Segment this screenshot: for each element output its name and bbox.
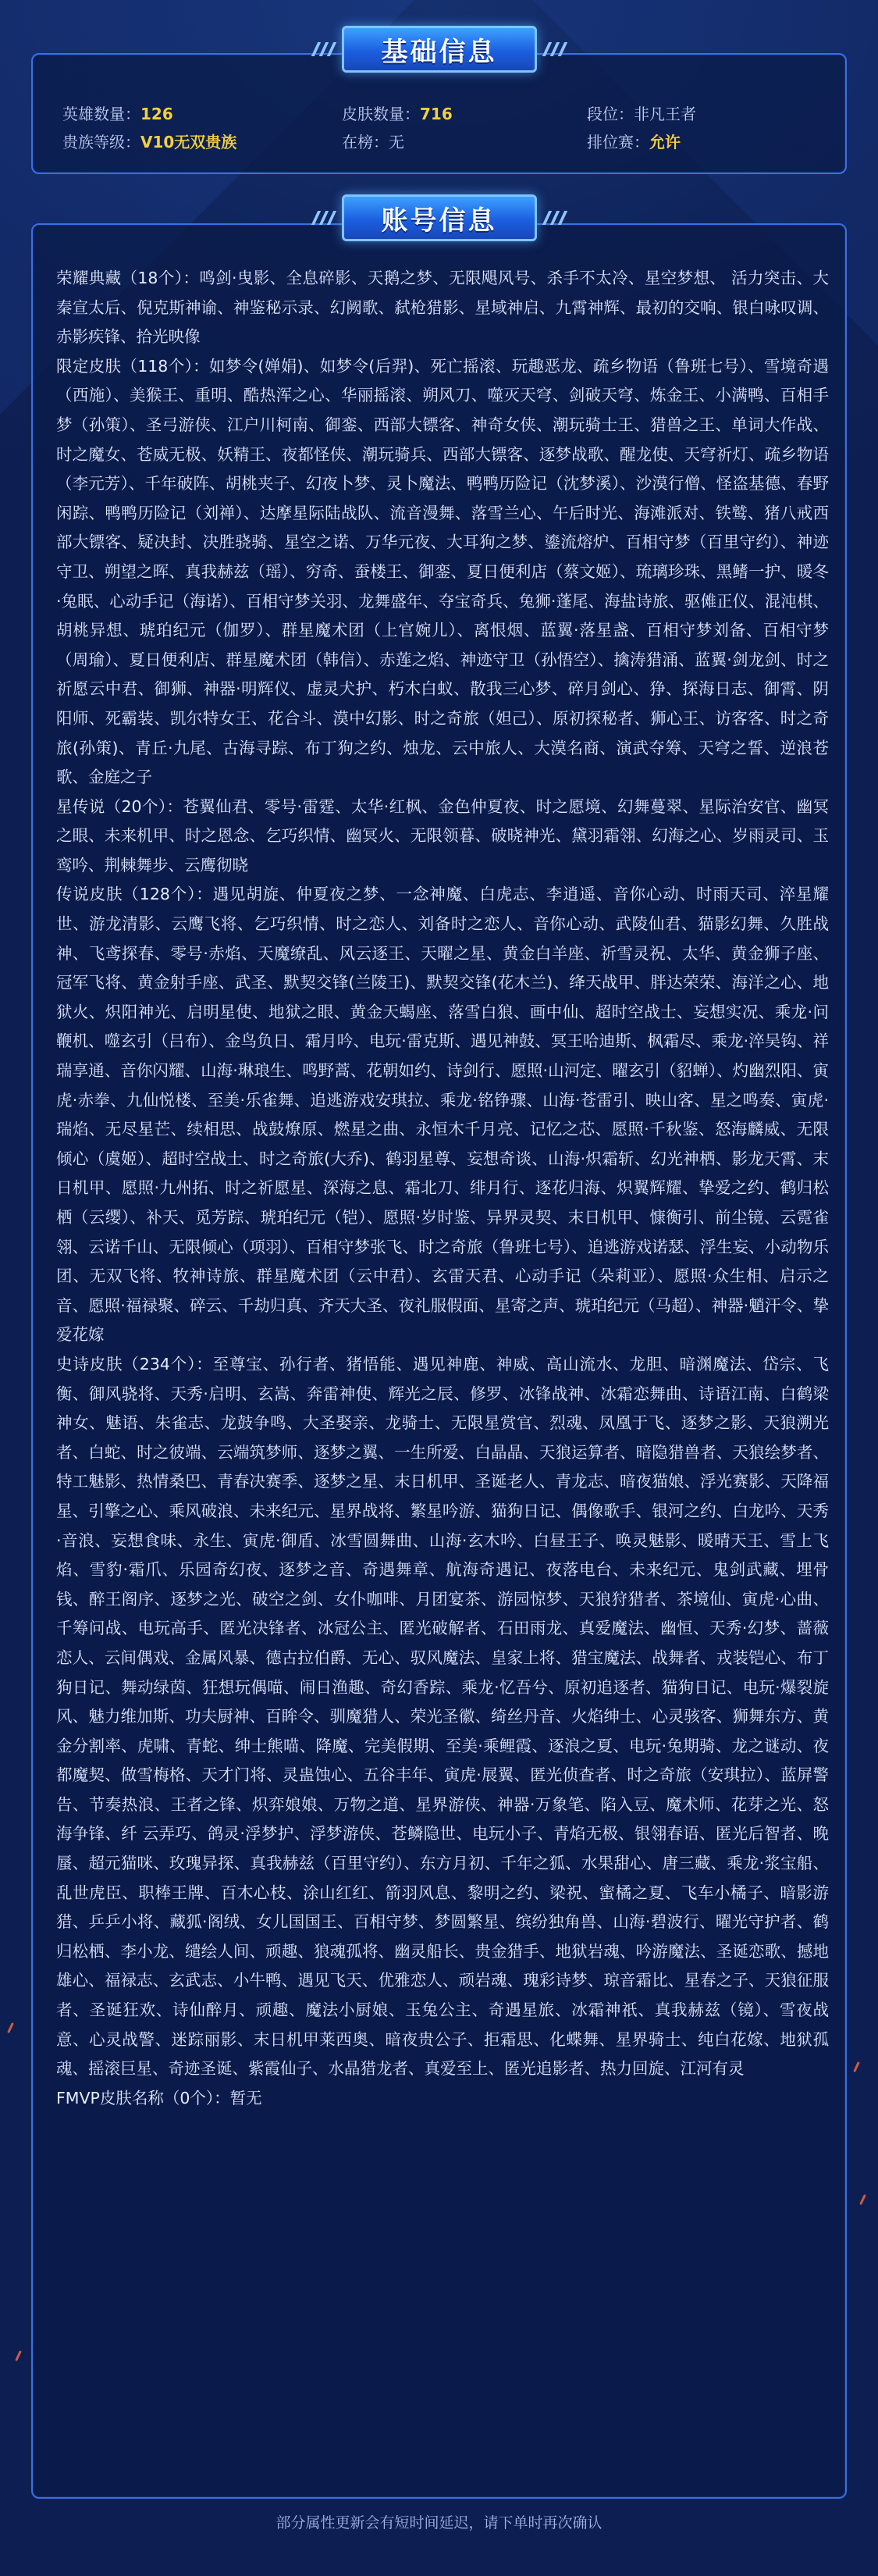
section-epic-skins: 史诗皮肤（234个）：至尊宝、孙行者、猪悟能、遇见神鹿、神威、高山流水、龙胆、暗渊魔法、岱宗、飞衡、御风骁将、天秀·启明、玄嵩、奔雷神使、辉光之辰、修罗、冰锋战神、冰霜恋舞曲、诗语江南、白鹤梁神女、魅语、朱雀志、龙鼓争鸣、大圣娶亲、龙骑士、无限星赏官、烈魂、凤凰于飞、逐梦之影、天狼溯光者、白蛇、时之彼端、云端筑梦师、逐梦之翼、一生所爱、白晶晶、天狼运算者、暗隐猎兽者、天狼绘梦者、特工魅影、热情桑巴、青春决赛季、逐梦之星、末日机甲、圣诞老人、青龙志、暗夜猫娘、浮光赛影、天降福星、引擎之心、乘风破浪、未来纪元、星界战将、繁星吟游、猫狗日记、偶像歌手、银河之约、白龙吟、天秀·音浪、妄想食味、永生、寅虎·御盾、冰雪圆舞曲、山海·玄木吟、白昼王子、唤灵魅影、暖晴天王、雪上飞焰、雪豹·霜爪、乐园奇幻夜、逐梦之音、奇遇舞章、航海奇遇记、夜落电台、未来纪元、鬼剑武藏、埋骨钱、醉王阁序、逐梦之光、破空之剑、女仆咖啡、月团宴茶、游园惊梦、天狼狩猎者、茶境仙、寅虎·心曲、千筹问战、电玩高手、匿光决锋者、冰冠公主、匿光破解者、石田雨龙、真爱魔法、幽恒、天秀·幻梦、蔷薇恋人、云间偶戏、金属风暴、德古拉伯爵、无心、驭风魔法、皇家上将、猎宝魔法、战舞者、戎装铠心、布丁狗日记、舞动绿茵、狂想玩偶喵、闹日渔趣、奇幻香踪、乘龙·忆吾兮、原初追逐者、猫狗日记、电玩·爆裂旋风、魅力维加斯、功夫厨神、百眸令、驯魔猎人、荣光圣徽、绮丝丹音、火焰绅士、心灵骇客、狮舞东方、黄金分割率、虎啸、青蛇、绅士熊喵、降魔、完美假期、至美·乘鲤霞、逐浪之夏、电玩·兔期骑、龙之谜动、夜都魔契、做雪梅格、天才门将、灵蛊蚀心、五谷丰年、寅虎·展翼、匿光侦查者、时之奇旅（安琪拉）、蓝屏警告、节奏热浪、王者之锋、炽弈娘娘、万物之道、星界游侠、神器·万象笔、陷入豆、魔术师、花芽之光、怒海争锋、纤 云弄巧、鸽灵·浮梦护、浮梦游侠、苍鳞隐世、电玩小子、青焰无极、银翎春语、匿光后智者、晚蜃、超元猫咪、玫瑰异探、真我赫兹（百里守约）、东方月初、千年之狐、水果甜心、唐三藏、乘龙·浆宝船、乱世虎臣、职棒王牌、百木心枝、涂山红红、箭羽风息、黎明之约、梁祝、蜜橘之夏、飞车小橘子、暗影游猎、乒乒小将、藏狐·阁绒、女儿国国王、百相守梦、梦圆繁星、缤纷独角兽、山海·碧波行、曜光守护者、鹤归松栖、李小龙、缱绘人间、顽趣、狼魂孤将、幽灵船长、贵金猎手、地狱岩魂、吟游魔法、圣诞恋歌、撼地雄心、福禄志、玄武志、小牛鸭、遇见飞天、优雅恋人、顽岩魂、瑰彩诗梦、琼音霜比、星春之子、天狼征服者、圣诞狂欢、诗仙醉月、顽趣、魔法小厨娘、玉兔公主、奇遇星旅、冰霜神祇、真我赫兹（镜）、雪夜战意、心灵战警、迷踪丽影、末日机甲莱西奥、暗夜贵公子、拒霜思、化蝶舞、星界骑士、纯白花嫁、地狱孤魂、摇滚巨星、奇迹圣诞、紫霞仙子、水晶猎龙者、真爱至上、匿光追影者、热力回旋、江河有灵 [56, 1354, 829, 2079]
ranked-match: 排位赛：允许 [587, 133, 681, 151]
base-info-grid [62, 102, 827, 164]
account-info-title-badge [342, 194, 537, 241]
spark-decoration [7, 2022, 14, 2033]
spark-decoration [853, 2061, 860, 2072]
base-info-title-badge [342, 26, 537, 73]
rank-tier: 段位：非凡王者 [587, 105, 696, 123]
noble-level: 贵族等级：V10无双贵族 [62, 133, 237, 151]
account-info-header [0, 192, 878, 244]
spark-decoration [15, 2350, 22, 2361]
spark-decoration [859, 2194, 866, 2205]
left-stripes-decoration [315, 47, 333, 52]
base-info-title: 基础信息 [381, 36, 497, 68]
account-info-title: 账号信息 [381, 205, 497, 237]
base-info-header [0, 23, 878, 75]
hero-count: 英雄数量：126 [62, 105, 173, 123]
section-fmvp-skins: FMVP皮肤名称（0个）：暂无 [56, 2088, 262, 2107]
disclaimer-footer: 部分属性更新会有短时间延迟，请下单时再次确认 [275, 2514, 603, 2531]
right-stripes-decoration [546, 216, 564, 220]
right-stripes-decoration [546, 47, 564, 52]
skin-count: 皮肤数量：716 [342, 105, 453, 123]
section-honor-collection: 荣耀典藏（18个）：鸣剑·曳影、全息碎影、天鹅之梦、无限飓风号、杀手不太冷、星空梦想、 活力突击、大秦宣太后、倪克斯神谕、神鉴秘示录、幻阙歌、弑枪猎影、星域神启、九霄神辉、最初的交响、银白咏叹调、赤影疾锋、拾光映像 [56, 269, 829, 347]
left-stripes-decoration [315, 216, 333, 220]
skin-list-content [56, 264, 829, 2113]
section-star-legend: 星传说（20个）：苍翼仙君、零号·雷霆、太华·红枫、金色仲夏夜、时之愿境、幻舞蔓翠、星际治安官、幽冥之眼、未来机甲、时之恩念、乞巧织情、幽冥火、无限领暮、破晓神光、黛羽霜翎、幻海之心、岁雨灵司、玉鸾吟、荆棘舞步、云鹰彻晓 [56, 796, 829, 875]
section-legend-skins: 传说皮肤（128个）：遇见胡旋、仲夏夜之梦、一念神魔、白虎志、李逍遥、音你心动、时雨天司、淬星耀世、游龙清影、云鹰飞将、乞巧织情、时之恋人、刘备时之恋人、音你心动、武陵仙君、猫影幻舞、久胜战神、飞鸢探春、零号·赤焰、天魔缭乱、风云逐王、天曜之星、黄金白羊座、祈雪灵祝、太华、黄金狮子座、冠军飞将、黄金射手座、武圣、默契交锋(兰陵王)、默契交锋(花木兰)、绛天战甲、胖达荣荣、海洋之心、地狱火、炽阳神光、启明星使、地狱之眼、黄金天蝎座、落雪白狼、画中仙、超时空战士、妄想实况、乘龙·问鞭机、噬玄引（吕布）、金鸟负日、霜月吟、电玩·雷克斯、遇见神鼓、冥王哈迪斯、枫霜尽、乘龙·淬吴钩、祥瑞享通、音你闪耀、山海·琳琅生、鸣野蒿、花朝如约、诗剑行、愿照·山河定、曜玄引（貂蝉）、灼幽烈阳、寅虎·赤拳、九仙悦楼、至美·乐雀舞、追逃游戏安琪拉、乘龙·铭铮骤、山海·苍雷引、映山客、星之鸣奏、寅虎·瑞焰、无尽星芒、续相思、战鼓燎原、燃星之曲、永恒木千月亮、记忆之芯、愿照·千秋鉴、怒海麟威、无限倾心（虞姬）、超时空战士、时之奇旅(大乔)、鹤羽星尊、妄想奇谈、山海·炽霜斩、幻光神栖、影龙天霄、末日机甲、愿照·九州拓、时之祈愿星、深海之息、霜北刀、绯月行、逐花归海、炽翼辉耀、挚爱之约、鹤归松栖（云缨）、补天、觅芳踪、琥珀纪元（铠）、愿照·岁时鉴、异界灵契、末日机甲、慷衡引、前尘镜、云霓雀翎、云诺千山、无限倾心（项羽）、百相守梦张飞、时之奇旅（鲁班七号）、追逃游戏诺瑟、浮生妄、小动物乐团、无双飞将、牧神诗旅、群星魔术团（云中君）、玄雷天君、心动手记（朵莉亚）、愿照·众生相、启示之音、愿照·福禄聚、碎云、千劫归真、齐天大圣、夜礼服假面、星寄之声、琥珀纪元（马超）、神器·魈汗令、挚爱花嫁 [56, 885, 829, 1345]
section-limited-skins: 限定皮肤（118个）：如梦令(婵娟)、如梦令(后羿)、死亡摇滚、玩趣恶龙、疏乡物语（鲁班七号）、雪境奇遇（西施）、美猴王、重明、酷热浑之心、华丽摇滚、朔风刀、噬灭天穹、剑破天穹、炼金王、小满鸭、百相手梦（孙策）、圣弓游侠、江户川柯南、御銮、西部大镖客、神奇女侠、潮玩骑士王、猎兽之王、单词大作战、时之魔女、苍威无极、妖精王、夜都怪侠、潮玩骑兵、西部大镖客、逐梦战歌、醒龙使、天穹祈灯、疏乡物语（李元芳）、千年破阵、胡桃夹子、幻夜卜梦、灵卜魔法、鸭鸭历险记（沈梦溪）、沙漠行僧、怪盗基德、春野闲踪、鸭鸭历险记（刘禅）、达摩星际陆战队、流音漫舞、落雪兰心、午后时光、海滩派对、铁鹫、猪八戒西部大镖客、疑决封、决胜骁骑、星空之诺、万华元夜、大耳狗之梦、鎏流熔炉、百相守梦（百里守约）、神迹守卫、朔望之晖、真我赫兹（瑶）、穷奇、蚕楼王、御銮、夏日便利店（蔡文姬）、琉璃珍珠、黑鳍一护、暖冬·兔眠、心动手记（海诺）、百相守梦关羽、龙舞盛年、夺宝奇兵、兔狮·蓬尾、海盐诗旅、驱傩正仪、混沌棋、胡桃异想、琥珀纪元（伽罗）、群星魔术团（上官婉儿）、离恨烟、蓝翼·落星盏、百相守梦刘备、百相守梦（周瑜）、夏日便利店、群星魔术团（韩信）、赤莲之焰、神迹守卫（孙悟空）、擒涛猎涌、蓝翼·剑龙剑、时之祈愿云中君、御狮、神器·明辉仪、虚灵犬护、朽木白蚁、散我三心梦、碎月剑心、狰、探海日志、御霄、阴阳师、死霸装、凯尔特女王、花合斗、漠中幻影、时之奇旅（妲己）、原初探秘者、狮心王、访客客、时之奇旅(孙策)、青丘·九尾、古海寻踪、布丁狗之约、烛龙、云中旅人、大漠名商、演武夺筹、天穹之誓、逆浪苍歌、金庭之子 [56, 356, 829, 787]
on-leaderboard: 在榜：无 [342, 133, 404, 151]
